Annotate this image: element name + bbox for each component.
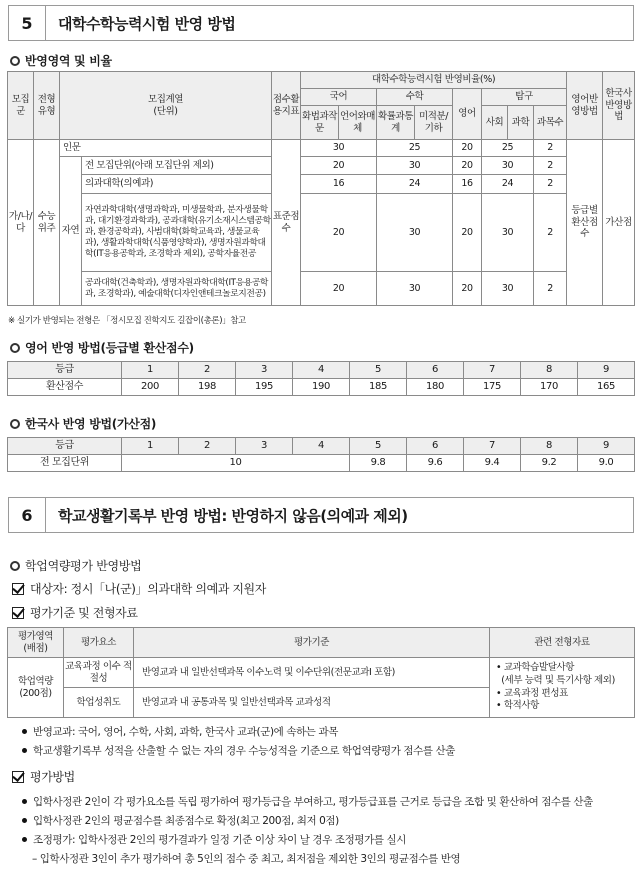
bullet-list-2 bbox=[22, 792, 593, 868]
section-5-header bbox=[8, 5, 634, 41]
list-item: 조정평가: 입학사정관 2인의 평가결과가 일정 기준 이상 차이 날 경우 조정평가를 실시 bbox=[22, 830, 593, 849]
header-ratio: 대학수학능력시험 반영비율(%) bbox=[301, 72, 567, 89]
header-inq-2: 과학 bbox=[508, 106, 534, 140]
history-score-table: 등급 1 2 3 4 5 6 7 8 9 전 모집단위 10 9.8 9.6 9.4 9.2 9.0 bbox=[7, 437, 635, 472]
sub-heading-ratio: 반영영역 및 비율 bbox=[10, 52, 112, 69]
header-kor-2: 언어와매체 bbox=[339, 106, 377, 140]
header-type: 전형유형 bbox=[34, 72, 60, 140]
section-6-number: 6 bbox=[9, 498, 46, 532]
header-math-2: 미적분/기하 bbox=[415, 106, 453, 140]
header-inq-3: 과목수 bbox=[534, 106, 567, 140]
criteria-heading: 평가기준 및 전형자료 bbox=[12, 604, 138, 621]
circle-bullet-icon bbox=[10, 419, 20, 429]
header-inq-1: 사회 bbox=[482, 106, 508, 140]
header-unit: 모집계열 (단위) bbox=[60, 72, 272, 140]
evaluation-criteria-table: 평가영역 (배점) 평가요소 평가기준 관련 전형자료 학업역량 (200점) 교육과정 이수 적절성 반영교과 내 일반선택과목 이수노력 및 이수단위(전문교과Ⅰ 포함) • 교과학습발달사항 (세부 능력 및 특기사항 제외) • 교육과정 편성표 • 학적사항 학업성취도 반영교과 내 공통과목 및 일반선택과목 교과성적 bbox=[7, 627, 635, 718]
header-score-index: 점수활용지표 bbox=[272, 72, 301, 140]
bullet-list-1 bbox=[22, 722, 455, 760]
english-score-table: 등급 1 2 3 4 5 6 7 8 9 환산점수 200 198 195 190 185 180 175 170 165 bbox=[7, 361, 635, 396]
table-row: 자연 전 모집단위(아래 모집단위 제외) 20 30 20 30 2 bbox=[8, 157, 635, 175]
suneung-ratio-table bbox=[7, 71, 635, 306]
checkbox-icon bbox=[12, 607, 24, 619]
table-row: 학업성취도 반영교과 내 공통과목 및 일반선택과목 교과성적 bbox=[8, 688, 635, 718]
table-row: 자연과학대학(생명과학과, 미생물학과, 분자생물학과, 대기환경과학과), 공과대학(유기소재시스템공학과, 환경공학과), 사범대학(화학교육과, 생물교육과), 생활과학대학(식품영양학과), 생명자원과학대학(IT응용공학과, 조경학과 제외), 공학자율전공 20 30 20 30 2 bbox=[8, 194, 635, 272]
list-item: – 입학사정관 3인이 추가 평가하여 총 5인의 점수 중 최고, 최저점을 제외한 3인의 평균점수를 반영 bbox=[32, 853, 461, 865]
header-group: 모집군 bbox=[8, 72, 34, 140]
header-math-1: 확률과통계 bbox=[377, 106, 415, 140]
group-cell: 가/나/다 bbox=[8, 140, 34, 306]
section-6-header bbox=[8, 497, 634, 533]
section-5-number: 5 bbox=[9, 6, 46, 40]
circle-bullet-icon bbox=[10, 561, 20, 571]
type-cell: 수능위주 bbox=[34, 140, 60, 306]
header-math: 수학 bbox=[377, 89, 453, 106]
header-hist-method: 한국사반영방법 bbox=[603, 72, 635, 140]
table-row: 환산점수 200 198 195 190 185 180 175 170 165 bbox=[8, 379, 635, 396]
table-row: 전 모집단위 10 9.8 9.6 9.4 9.2 9.0 bbox=[8, 455, 635, 472]
data-cell: • 교과학습발달사항 (세부 능력 및 특기사항 제외) • 교육과정 편성표 • 학적사항 bbox=[490, 658, 635, 718]
section-5-title: 대학수학능력시험 반영 방법 bbox=[58, 14, 236, 33]
area-cell: 학업역량 (200점) bbox=[8, 658, 64, 718]
header-kor-1: 화법과작문 bbox=[301, 106, 339, 140]
list-item: 입학사정관 2인의 평균점수를 최종점수로 확정(최고 200점, 최저 0점) bbox=[22, 811, 593, 830]
checkbox-icon bbox=[12, 583, 24, 595]
table-row: 가/나/다 수능위주 인문 표준점수 30 25 20 25 2 등급별환산점수 가산점 bbox=[8, 140, 635, 157]
eng-method-cell: 등급별환산점수 bbox=[567, 140, 603, 306]
circle-bullet-icon bbox=[10, 343, 20, 353]
score-index-cell: 표준점수 bbox=[272, 140, 301, 306]
header-area: 평가영역 (배점) bbox=[8, 628, 64, 658]
header-eng-method: 영어반영방법 bbox=[567, 72, 603, 140]
table-row: 공과대학(건축학과), 생명자원과학대학(IT응용공학과, 조경학과), 예술대학(디자인앤테크놀로지전공) 20 30 20 30 2 bbox=[8, 272, 635, 306]
table-row: 학업역량 (200점) 교육과정 이수 적절성 반영교과 내 일반선택과목 이수노력 및 이수단위(전문교과Ⅰ 포함) • 교과학습발달사항 (세부 능력 및 특기사항 제외) • 교육과정 편성표 • 학적사항 bbox=[8, 658, 635, 688]
checkbox-icon bbox=[12, 771, 24, 783]
target-line: 대상자: 정시「나(군)」의과대학 의예과 지원자 bbox=[12, 580, 266, 597]
section-6-title: 학교생활기록부 반영 방법: 반영하지 않음(의예과 제외) bbox=[58, 506, 408, 525]
sub-heading-english: 영어 반영 방법(등급별 환산점수) bbox=[10, 339, 194, 356]
sub-heading-academic: 학업역량평가 반영방법 bbox=[10, 557, 141, 574]
circle-bullet-icon bbox=[10, 56, 20, 66]
footnote: ※ 실기가 반영되는 전형은 「정시모집 진학지도 길잡이(총론)」참고 bbox=[8, 316, 246, 326]
header-korean: 국어 bbox=[301, 89, 377, 106]
sub-heading-history: 한국사 반영 방법(가산점) bbox=[10, 415, 156, 432]
unit-cell: 인문 bbox=[60, 140, 272, 157]
header-inquiry: 탐구 bbox=[482, 89, 567, 106]
list-item: 입학사정관 2인이 각 평가요소를 독립 평가하여 평가등급을 부여하고, 평가등급표를 근거로 등급을 조합 및 환산하여 점수를 산출 bbox=[22, 792, 593, 811]
header-english: 영어 bbox=[453, 89, 482, 140]
list-item: 학교생활기록부 성적을 산출할 수 없는 자의 경우 수능성적을 기준으로 학업역량평가 점수를 산출 bbox=[22, 741, 455, 760]
table-row: 의과대학(의예과) 16 24 16 24 2 bbox=[8, 175, 635, 194]
method-heading: 평가방법 bbox=[12, 768, 75, 785]
list-item: 반영교과: 국어, 영어, 수학, 사회, 과학, 한국사 교과(군)에 속하는 과목 bbox=[22, 722, 455, 741]
nat-cell: 자연 bbox=[60, 157, 82, 306]
hist-method-cell: 가산점 bbox=[603, 140, 635, 306]
